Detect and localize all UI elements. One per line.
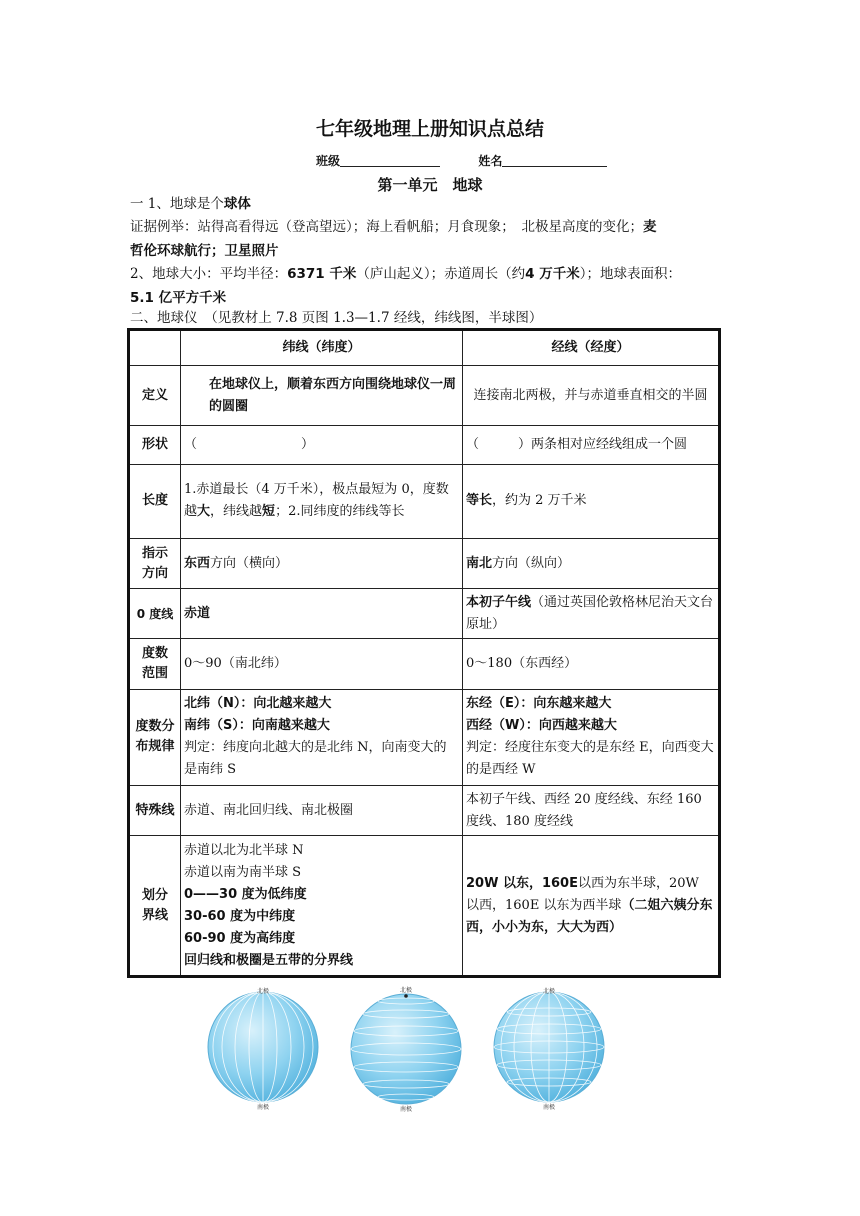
table-row-special	[129, 786, 720, 836]
evidence-text: 证据例举：站得高看得远（登高望远）；海上看帆船；月食现象； 北极星高度的变化；	[130, 219, 643, 235]
name-blank[interactable]	[502, 154, 607, 167]
length-latitude	[181, 464, 463, 538]
pattern-lat-north: 北纬（N）：向北越来越大	[184, 696, 332, 712]
row-label-length: 长度	[129, 464, 181, 538]
direction-latitude	[181, 538, 463, 588]
page-title: 七年级地理上册知识点总结	[315, 118, 544, 140]
class-blank[interactable]	[340, 154, 440, 167]
unit-title: 第一单元 地球	[377, 176, 483, 194]
row-label-special: 特殊线	[129, 786, 181, 836]
length-lon-bold: 等长	[466, 493, 493, 509]
table-row-length	[129, 464, 720, 538]
size-text-2: （庐山起义）；赤道周长（约	[356, 266, 526, 282]
definition-longitude: 连接南北两极，并与赤道垂直相交的半圆	[463, 366, 720, 426]
pattern-lon-judge: 判定：经度往东变大的是东经 E，向西变大的是西经 W	[466, 740, 714, 778]
direction-lon-text: 方向（纵向）	[492, 555, 571, 571]
table-row-zero	[129, 589, 720, 639]
size-radius: 6371 千米	[287, 266, 357, 282]
boundary-lon-text: 以西为东半球，20W 以西，160E 以东为西半球	[466, 875, 699, 913]
range-label-2: 范围	[141, 665, 168, 681]
globe-3-north-label: 北极	[543, 988, 556, 995]
row-label-range	[129, 639, 181, 689]
boundary-lat-south: 赤道以南为南半球 S	[184, 864, 302, 880]
row-label-boundary	[129, 836, 181, 977]
section1-heading-bold: 球体	[223, 196, 251, 212]
boundary-lat-mid: 30-60 度为中纬度	[184, 908, 296, 924]
latitude-longitude-table	[127, 328, 721, 978]
earth-area-line	[130, 287, 730, 309]
length-lat-text-1: 1.赤道最长（4 万千米），极点最短为 0，度数越	[184, 482, 449, 520]
length-lon-text: ，约为 2 万千米	[492, 493, 587, 509]
boundary-lon-bold-2: （二姐六姨分东西，小小为东，大大为西）	[466, 897, 713, 935]
table-header-row	[129, 330, 720, 366]
row-label-pattern	[129, 689, 181, 785]
globe-figures	[0, 985, 860, 1115]
size-area: 5.1 亿平方千米	[130, 290, 227, 306]
range-label-1: 度数	[141, 645, 168, 661]
pattern-lon-east: 东经（E）：向东越来越大	[466, 696, 612, 712]
globe-2-north-label: 北极	[400, 987, 413, 994]
zero-lon-bold: 本初子午线	[466, 594, 532, 610]
direction-longitude	[463, 538, 720, 588]
size-equator: 4 万千米	[525, 266, 580, 282]
evidence-line-2	[130, 240, 730, 262]
direction-lat-text: 方向（横向）	[210, 555, 289, 571]
zero-lon-text: （通过英国伦敦格林尼治天文台原址）	[466, 594, 714, 632]
boundary-lat-north: 赤道以北为北半球 N	[184, 842, 304, 858]
header-latitude: 纬线（纬度）	[181, 330, 463, 366]
table-row-shape	[129, 426, 720, 464]
pattern-label-1: 度数分	[135, 719, 175, 735]
parallel-globe	[351, 986, 461, 1113]
header-longitude: 经线（经度）	[463, 330, 720, 366]
table-row-definition	[129, 366, 720, 426]
pattern-lon-west: 西经（W）：向西越来越大	[466, 718, 617, 734]
length-lat-text-3: ；2.同纬度的纬线等长	[275, 504, 405, 520]
earth-size-line	[130, 263, 730, 285]
boundary-lat-zones: 回归线和极圈是五带的分界线	[184, 952, 354, 968]
table-row-range	[129, 639, 720, 689]
shape-latitude: （ ）	[181, 426, 463, 464]
boundary-lat-high: 60-90 度为高纬度	[184, 930, 296, 946]
zero-latitude: 赤道	[181, 589, 463, 639]
boundary-longitude	[463, 836, 720, 977]
boundary-label-2: 界线	[141, 907, 168, 923]
meridian-globe	[208, 987, 318, 1111]
boundary-lat-low: 0——30 度为低纬度	[184, 886, 307, 902]
name-line	[316, 152, 607, 169]
direction-label-1: 指示	[141, 545, 168, 561]
pattern-lat-south: 南纬（S）：向南越来越大	[184, 718, 330, 734]
name-label: 姓名	[478, 154, 503, 168]
evidence-line	[130, 216, 730, 238]
pattern-longitude	[463, 689, 720, 785]
table-row-pattern	[129, 689, 720, 785]
boundary-latitude	[181, 836, 463, 977]
grid-globe	[494, 987, 604, 1111]
globe-1-north-label: 北极	[257, 988, 270, 995]
section1-heading	[130, 193, 730, 215]
zero-longitude	[463, 589, 720, 639]
table-row-boundary	[129, 836, 720, 977]
pattern-lat-judge: 判定：纬度向北越大的是北纬 N，向南变大的是南纬 S	[184, 740, 447, 778]
row-label-direction	[129, 538, 181, 588]
boundary-lon-bold-1: 20W 以东，160E	[466, 875, 578, 891]
range-latitude: 0～90（南北纬）	[181, 639, 463, 689]
size-text-3: ）；地球表面积：	[579, 266, 681, 282]
pattern-label-2: 布规律	[135, 739, 175, 755]
length-lat-bold-2: 短	[262, 504, 276, 520]
boundary-label-1: 划分	[141, 887, 168, 903]
special-longitude: 本初子午线、西经 20 度经线、东经 160 度线、180 度经线	[463, 786, 720, 836]
row-label-zero: 0 度线	[129, 589, 181, 639]
section2-heading: 二、地球仪 （见教材上 7.8 页图 1.3—1.7 经线，纬线图，半球图）	[130, 310, 543, 326]
direction-lat-bold: 东西	[184, 555, 211, 571]
globe-3-south-label: 南极	[543, 1104, 556, 1111]
shape-longitude: （ ）两条相对应经线组成一个圆	[463, 426, 720, 464]
section1-heading-prefix: 一 1、地球是个	[130, 196, 224, 212]
evidence-bold-1: 麦	[643, 219, 657, 235]
direction-lon-bold: 南北	[466, 555, 493, 571]
globe-2-south-label: 南极	[400, 1106, 413, 1113]
special-latitude: 赤道、南北回归线、南北极圈	[181, 786, 463, 836]
header-empty	[129, 330, 181, 366]
globe-2-pole-dot	[404, 994, 408, 998]
table-row-direction	[129, 538, 720, 588]
direction-label-2: 方向	[141, 565, 168, 581]
length-lat-bold-1: 大	[197, 504, 211, 520]
definition-latitude: 在地球仪上，顺着东西方向围绕地球仪一周的圆圈	[181, 366, 463, 426]
row-label-definition: 定义	[129, 366, 181, 426]
globe-2-sphere	[351, 994, 461, 1104]
globe-1-south-label: 南极	[257, 1104, 270, 1111]
length-lat-text-2: ，纬线越	[210, 504, 263, 520]
size-text-1: 2、地球大小：平均半径：	[130, 266, 288, 282]
evidence-bold-2: 哲伦环球航行；卫星照片	[130, 243, 279, 259]
range-longitude: 0～180（东西经）	[463, 639, 720, 689]
row-label-shape: 形状	[129, 426, 181, 464]
length-longitude	[463, 464, 720, 538]
pattern-latitude	[181, 689, 463, 785]
class-label: 班级	[316, 154, 341, 168]
